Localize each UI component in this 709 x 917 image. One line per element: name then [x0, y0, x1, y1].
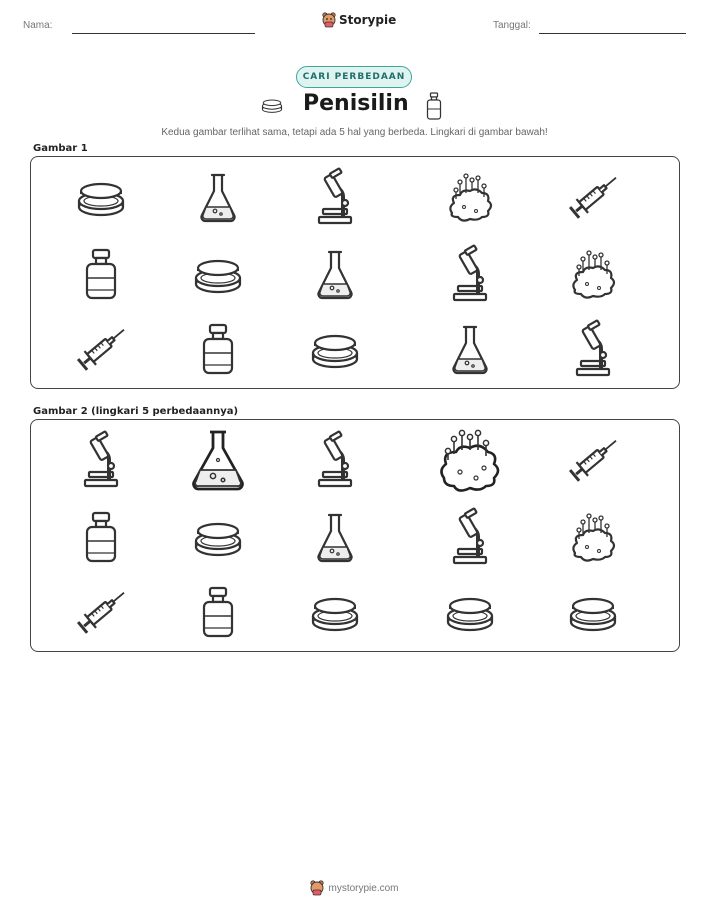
petri-dish-icon[interactable]: [188, 507, 248, 567]
petri-dish-icon: [188, 244, 248, 304]
microscope-icon: [305, 167, 365, 227]
flask-icon: [188, 167, 248, 227]
syringe-icon: [563, 167, 623, 227]
petri-dish-icon[interactable]: [305, 582, 365, 642]
panel2-label: Gambar 2 (lingkari 5 perbedaannya): [33, 406, 239, 417]
name-label: Nama:: [23, 20, 53, 31]
syringe-icon[interactable]: [71, 582, 131, 642]
flask-icon: [305, 244, 365, 304]
microscope-icon[interactable]: [440, 507, 500, 567]
badge-text: CARI PERBEDAAN: [302, 72, 406, 82]
microscope-icon: [440, 244, 500, 304]
vial-icon: [71, 244, 131, 304]
petri-dish-icon[interactable]: [440, 582, 500, 642]
flask-icon[interactable]: [188, 430, 248, 490]
vial-icon[interactable]: [71, 507, 131, 567]
instruction-text: Kedua gambar terlihat sama, tetapi ada 5 hal yang berbeda. Lingkari di gambar bawah!: [161, 127, 548, 138]
mold-icon[interactable]: [440, 430, 500, 490]
vial-icon: [424, 91, 444, 121]
vial-icon: [188, 319, 248, 379]
picture-panel-1: [30, 156, 680, 389]
flask-icon[interactable]: [305, 507, 365, 567]
mold-icon[interactable]: [563, 507, 623, 567]
activity-badge: [296, 66, 412, 88]
petri-dish-icon: [258, 94, 286, 118]
panel1-label: Gambar 1: [33, 143, 88, 154]
date-label: Tanggal:: [493, 20, 531, 31]
brand-name: Storypie: [339, 13, 397, 27]
footer: [0, 880, 709, 896]
syringe-icon[interactable]: [563, 430, 623, 490]
name-line[interactable]: [72, 33, 255, 34]
footer-url[interactable]: mystorypie.com: [328, 882, 399, 894]
page-title: Penisilin: [303, 91, 409, 116]
mold-icon: [440, 167, 500, 227]
date-line[interactable]: [539, 33, 686, 34]
vial-icon[interactable]: [188, 582, 248, 642]
mold-icon: [563, 244, 623, 304]
microscope-icon[interactable]: [305, 430, 365, 490]
petri-dish-icon[interactable]: [563, 582, 623, 642]
bear-icon: [310, 880, 324, 896]
microscope-icon[interactable]: [71, 430, 131, 490]
flask-icon: [440, 319, 500, 379]
petri-dish-icon: [71, 167, 131, 227]
microscope-icon: [563, 319, 623, 379]
title-row: [0, 88, 709, 124]
header: [0, 0, 709, 50]
picture-panel-2[interactable]: [30, 419, 680, 652]
bear-icon: [322, 12, 336, 28]
petri-dish-icon: [305, 319, 365, 379]
brand-logo: [322, 12, 396, 28]
syringe-icon: [71, 319, 131, 379]
